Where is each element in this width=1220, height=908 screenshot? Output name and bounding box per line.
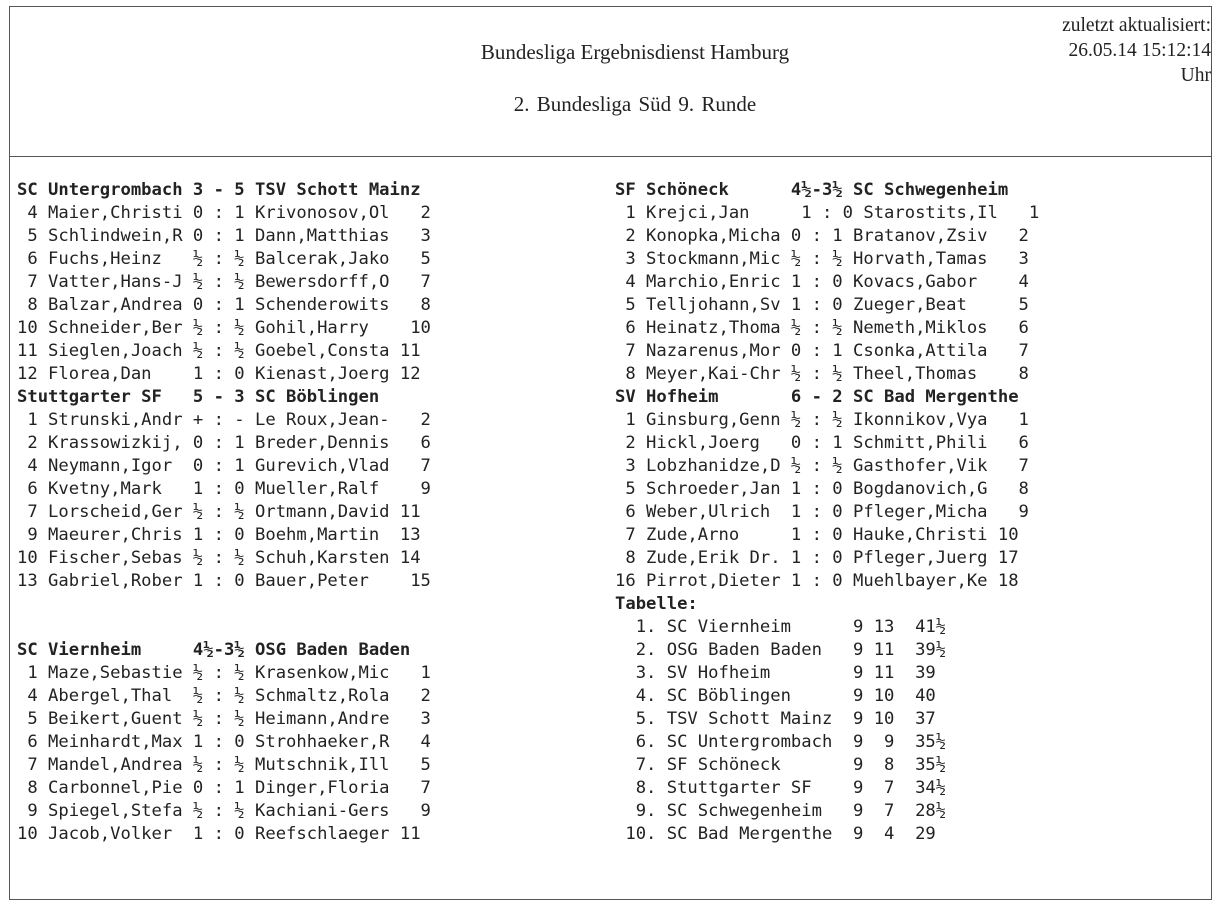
result-line: 6 Heinatz,Thoma ½ : ½ Nemeth,Miklos 6 xyxy=(615,318,1029,338)
result-line: 4 Maier,Christi 0 : 1 Krivonosov,Ol 2 xyxy=(17,203,431,223)
result-line: 3 Lobzhanidze,D ½ : ½ Gasthofer,Vik 7 xyxy=(615,456,1029,476)
result-line: 9. SC Schwegenheim 9 7 28½ xyxy=(615,801,947,821)
result-line: 4. SC Böblingen 9 10 40 xyxy=(615,686,936,706)
result-line: 7 Vatter,Hans-J ½ : ½ Bewersdorff,O 7 xyxy=(17,272,431,292)
result-line: 8. Stuttgarter SF 9 7 34½ xyxy=(615,778,947,798)
result-line: 7. SF Schöneck 9 8 35½ xyxy=(615,755,947,775)
result-line: 16 Pirrot,Dieter 1 : 0 Muehlbayer,Ke 18 xyxy=(615,571,1019,591)
section-header: Tabelle: xyxy=(615,594,698,614)
result-line: 2 Hickl,Joerg 0 : 1 Schmitt,Phili 6 xyxy=(615,433,1029,453)
section-header: SV Hofheim 6 - 2 SC Bad Mergenthe xyxy=(615,387,1019,407)
result-line: 10 Fischer,Sebas ½ : ½ Schuh,Karsten 14 xyxy=(17,548,421,568)
result-line: 7 Lorscheid,Ger ½ : ½ Ortmann,David 11 xyxy=(17,502,421,522)
result-line: 6. SC Untergrombach 9 9 35½ xyxy=(615,732,947,752)
result-line: 5 Telljohann,Sv 1 : 0 Zueger,Beat 5 xyxy=(615,295,1029,315)
result-line: 9 Spiegel,Stefa ½ : ½ Kachiani-Gers 9 xyxy=(17,801,431,821)
updated-unit: Uhr xyxy=(1180,65,1211,86)
section-header: SC Viernheim 4½-3½ OSG Baden Baden xyxy=(17,640,411,660)
result-line: 13 Gabriel,Rober 1 : 0 Bauer,Peter 15 xyxy=(17,571,431,591)
result-line: 8 Balzar,Andrea 0 : 1 Schenderowits 8 xyxy=(17,295,431,315)
result-line: 1 Krejci,Jan 1 : 0 Starostits,Il 1 xyxy=(615,203,1040,223)
result-line: 4 Marchio,Enric 1 : 0 Kovacs,Gabor 4 xyxy=(615,272,1029,292)
section-header: SC Untergrombach 3 - 5 TSV Schott Mainz xyxy=(17,180,421,200)
result-line: 11 Sieglen,Joach ½ : ½ Goebel,Consta 11 xyxy=(17,341,421,361)
result-line: 10. SC Bad Mergenthe 9 4 29 xyxy=(615,824,936,844)
result-line: 2 Konopka,Micha 0 : 1 Bratanov,Zsiv 2 xyxy=(615,226,1029,246)
results-frame xyxy=(9,6,1212,900)
result-line: 12 Florea,Dan 1 : 0 Kienast,Joerg 12 xyxy=(17,364,421,384)
header-divider xyxy=(10,156,1211,157)
result-line: 3. SV Hofheim 9 11 39 xyxy=(615,663,936,683)
updated-time: 26.05.14 15:12:14 xyxy=(1068,40,1211,61)
section-header: SF Schöneck 4½-3½ SC Schwegenheim xyxy=(615,180,1009,200)
result-line: 1. SC Viernheim 9 13 41½ xyxy=(615,617,947,637)
round-subtitle: 2. Bundesliga Süd 9. Runde xyxy=(513,92,757,116)
result-line: 4 Neymann,Igor 0 : 1 Gurevich,Vlad 7 xyxy=(17,456,431,476)
section-header: Stuttgarter SF 5 - 3 SC Böblingen xyxy=(17,387,380,407)
result-line: 8 Zude,Erik Dr. 1 : 0 Pfleger,Juerg 17 xyxy=(615,548,1019,568)
result-line: 2 Krassowizkij, 0 : 1 Breder,Dennis 6 xyxy=(17,433,431,453)
result-line: 9 Maeurer,Chris 1 : 0 Boehm,Martin 13 xyxy=(17,525,421,545)
result-line: 7 Zude,Arno 1 : 0 Hauke,Christi 10 xyxy=(615,525,1019,545)
updated-label: zuletzt aktualisiert: xyxy=(1062,15,1211,36)
last-updated xyxy=(1062,13,1211,88)
result-line: 7 Mandel,Andrea ½ : ½ Mutschnik,Ill 5 xyxy=(17,755,431,775)
result-line: 4 Abergel,Thal ½ : ½ Schmaltz,Rola 2 xyxy=(17,686,431,706)
result-line: 1 Ginsburg,Genn ½ : ½ Ikonnikov,Vya 1 xyxy=(615,410,1029,430)
result-line: 3 Stockmann,Mic ½ : ½ Horvath,Tamas 3 xyxy=(615,249,1029,269)
result-line: 6 Weber,Ulrich 1 : 0 Pfleger,Micha 9 xyxy=(615,502,1029,522)
result-line: 10 Schneider,Ber ½ : ½ Gohil,Harry 10 xyxy=(17,318,431,338)
page-title: Bundesliga Ergebnisdienst Hamburg xyxy=(480,40,790,64)
result-line: 6 Fuchs,Heinz ½ : ½ Balcerak,Jako 5 xyxy=(17,249,431,269)
result-line: 5. TSV Schott Mainz 9 10 37 xyxy=(615,709,936,729)
left-results-column xyxy=(17,179,597,879)
result-line: 8 Meyer,Kai-Chr ½ : ½ Theel,Thomas 8 xyxy=(615,364,1029,384)
result-line: 6 Kvetny,Mark 1 : 0 Mueller,Ralf 9 xyxy=(17,479,431,499)
result-line: 2. OSG Baden Baden 9 11 39½ xyxy=(615,640,947,660)
result-line: 10 Jacob,Volker 1 : 0 Reefschlaeger 11 xyxy=(17,824,421,844)
result-line: 5 Beikert,Guent ½ : ½ Heimann,Andre 3 xyxy=(17,709,431,729)
result-line: 1 Strunski,Andr + : - Le Roux,Jean- 2 xyxy=(17,410,431,430)
result-line: 7 Nazarenus,Mor 0 : 1 Csonka,Attila 7 xyxy=(615,341,1029,361)
result-line: 5 Schroeder,Jan 1 : 0 Bogdanovich,G 8 xyxy=(615,479,1029,499)
result-line: 8 Carbonnel,Pie 0 : 1 Dinger,Floria 7 xyxy=(17,778,431,798)
result-line: 5 Schlindwein,R 0 : 1 Dann,Matthias 3 xyxy=(17,226,431,246)
result-line: 6 Meinhardt,Max 1 : 0 Strohhaeker,R 4 xyxy=(17,732,431,752)
right-results-column xyxy=(615,179,1205,879)
result-line: 1 Maze,Sebastie ½ : ½ Krasenkow,Mic 1 xyxy=(17,663,431,683)
